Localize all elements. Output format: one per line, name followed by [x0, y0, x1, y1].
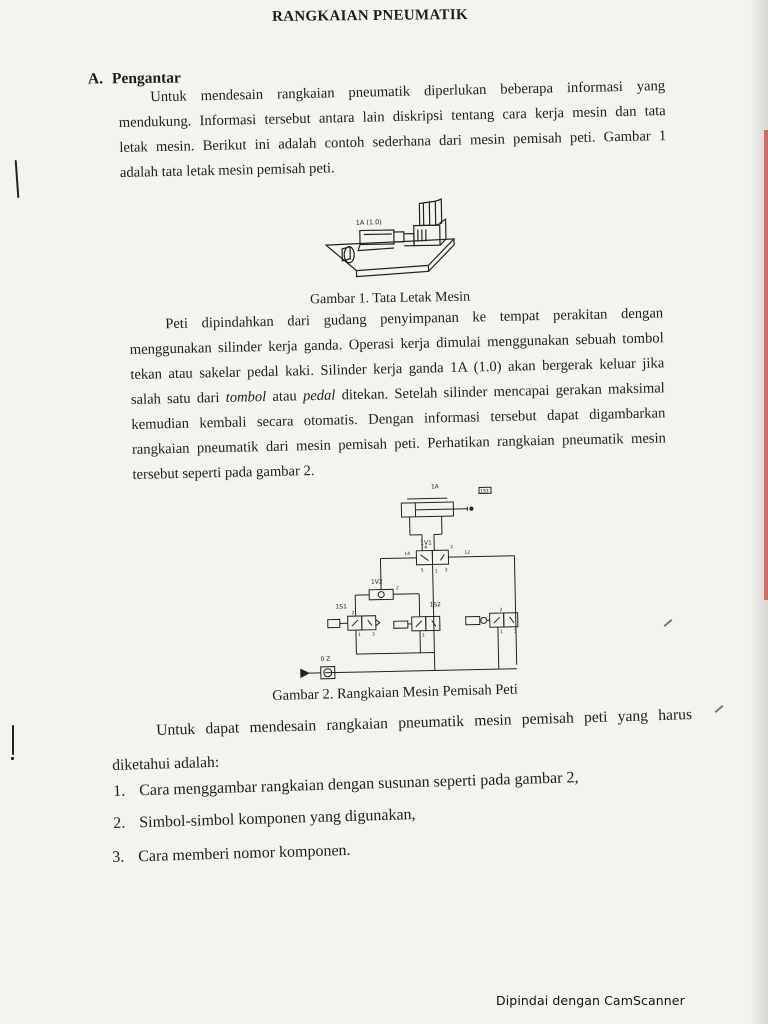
- intro-paragraph: [118, 74, 667, 186]
- figure1-caption: Gambar 1. Tata Letak Mesin: [309, 289, 471, 308]
- label-1s2: 1S2: [429, 601, 441, 609]
- label-1s1: 1S1: [335, 603, 347, 611]
- label-1v2: 1V2: [370, 578, 383, 586]
- speck: [664, 619, 673, 627]
- margin-mark: [11, 757, 14, 760]
- label-1a: 1A: [430, 483, 439, 491]
- pneumatic-circuit-figure: [281, 474, 535, 695]
- paragraph-line: Untuk mendesain rangkaian pneumatik diperlukan beberapa informasi yang: [150, 78, 666, 106]
- port-label: 1: [499, 630, 503, 636]
- figure1-label: 1A (1.0): [355, 218, 382, 227]
- machine-layout-figure: [319, 195, 466, 290]
- port-label: 1: [357, 632, 361, 639]
- paragraph-line: tersebut seperti pada gambar 2.: [132, 462, 315, 483]
- port-label: 4: [424, 545, 428, 551]
- list-number: 2.: [113, 814, 126, 832]
- port-label: 3: [371, 632, 375, 638]
- outro-line: diketahui adalah:: [112, 753, 220, 774]
- label-1v1: 1V1: [420, 539, 432, 547]
- document-title: RANGKAIAN PNEUMATIK: [271, 6, 468, 26]
- port-label: 1: [422, 633, 426, 639]
- port-label: 3: [444, 568, 448, 574]
- text-fragment: atau: [272, 388, 297, 405]
- binder-edge: [764, 130, 768, 600]
- section-number: A.: [87, 70, 104, 88]
- italic-term-pedal: pedal: [302, 387, 336, 405]
- paragraph-line: adalah tata letak mesin pemisah peti.: [119, 160, 335, 181]
- paragraph-line: rangkaian pneumatik dari mesin pemisah peti. Perhatikan rangkaian pneumatik mesin: [131, 430, 667, 458]
- figure2-caption: Gambar 2. Rangkaian Mesin Pemisah Peti: [272, 681, 518, 704]
- list-item: [112, 842, 351, 867]
- paragraph-line: mendukung. Informasi tersebut antara lain diskripsi tentang cara kerja mesin dan tata: [118, 103, 666, 131]
- list-number: 3.: [112, 848, 125, 866]
- shuttle-valve-1v2: [369, 589, 393, 600]
- port-label: 2: [450, 545, 454, 551]
- port-label: 14: [404, 551, 411, 558]
- port-label: 5: [420, 568, 424, 574]
- text-fragment: ditekan. Setelah silinder mencapai gerakan maksimal: [341, 380, 665, 404]
- paragraph-line: Peti dipindahkan dari gudang penyimpanan ke tempat perakitan dengan: [165, 305, 664, 333]
- paragraph-line: tekan atau sakelar pedal kaki. Silinder kerja ganda 1A (1.0) akan bergerak keluar jika: [130, 355, 665, 383]
- section-title: Pengantar: [111, 69, 181, 88]
- port-label: 2: [396, 586, 400, 592]
- margin-mark: [12, 725, 14, 755]
- label-1s3: 1S3: [480, 489, 489, 495]
- body-paragraph: [129, 301, 667, 491]
- list-number: 1.: [113, 782, 126, 800]
- text-fragment: salah satu dari: [130, 390, 220, 408]
- paragraph-line: kemudian kembali secara otomatis. Dengan informasi tersebut dapat digambarkan: [131, 405, 666, 433]
- port-label: 2: [351, 611, 355, 617]
- port-label: 2: [499, 608, 503, 614]
- list-text: Cara memberi nomor komponen.: [137, 841, 351, 866]
- paragraph-line: menggunakan silinder kerja ganda. Operasi kerja dimulai menggunakan sebuah tombol: [129, 330, 664, 358]
- port-label: 1: [434, 569, 438, 575]
- paragraph-line: letak mesin. Berikut ini adalah contoh sederhana dari mesin pemisah peti. Gambar 1: [119, 128, 667, 156]
- port-label: 12: [464, 550, 471, 556]
- outro-line: Untuk dapat mendesain rangkaian pneumatik mesin pemisah peti yang harus: [156, 706, 693, 739]
- port-label: 3: [513, 629, 517, 635]
- list-item: [113, 769, 579, 801]
- list-text: Cara menggambar rangkaian dengan susunan seperti pada gambar 2,: [138, 769, 579, 800]
- list-item: [113, 806, 416, 833]
- list-text: Simbol-simbol komponen yang digunakan,: [138, 806, 416, 832]
- label-0z: 0 Z: [320, 655, 331, 663]
- speck: [715, 705, 724, 713]
- italic-term-tombol: tombol: [225, 389, 267, 406]
- margin-mark: [15, 160, 20, 198]
- scanner-watermark: Dipindai dengan CamScanner: [496, 993, 685, 1008]
